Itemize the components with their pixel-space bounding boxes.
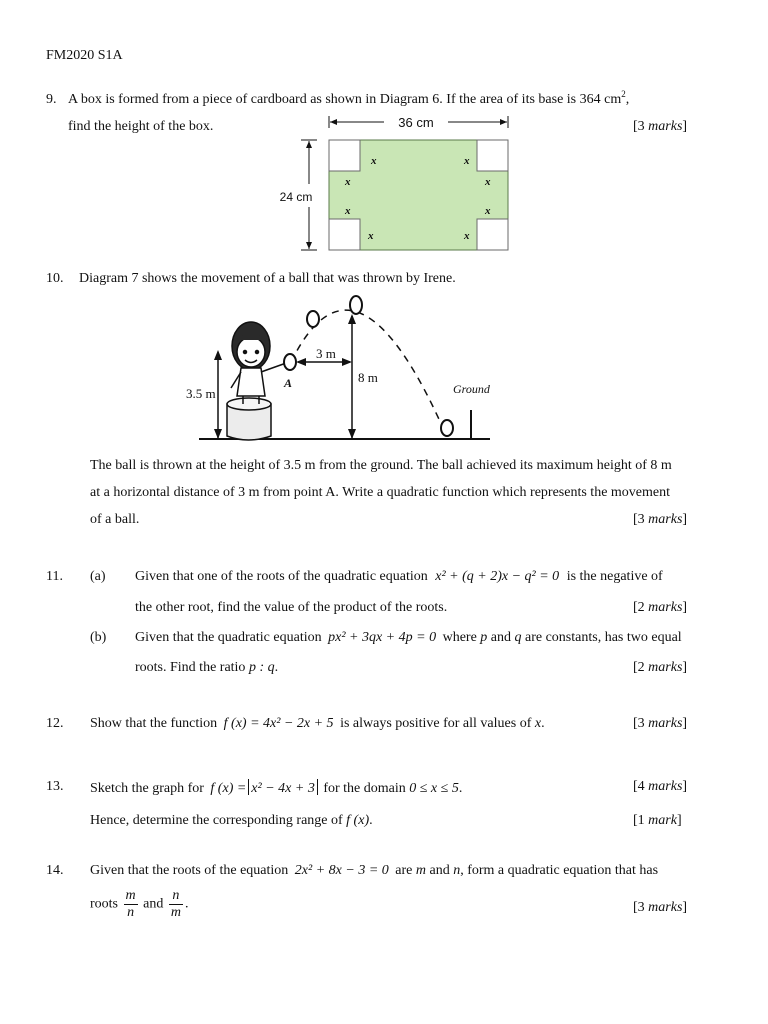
q14-marks: [3 marks] xyxy=(633,900,688,915)
ball-at-A xyxy=(284,354,296,370)
cardboard-diagram xyxy=(270,108,520,256)
start-height-label: 3.5 m xyxy=(186,386,216,401)
q12-marks: [3 marks] xyxy=(633,716,688,731)
q11a-label: (a) xyxy=(90,569,106,584)
q9-line1: A box is formed from a piece of cardboard as shown in Diagram 6. If the area of its base is 364 $cm^2$, xyxy=(68,89,630,107)
q13-domain: 0 ≤ x ≤ 5 xyxy=(409,781,459,796)
q12-equation: f (x) = 4x² − 2x + 5 xyxy=(223,716,334,731)
q11b-label: (b) xyxy=(90,630,107,645)
q14-line2: roots $\frac{m}{n}$ and $\frac{n}{m}$ . xyxy=(90,888,189,920)
svg-text:x: x xyxy=(345,176,351,188)
ball-at-max xyxy=(350,296,362,314)
ground-label: Ground xyxy=(453,382,490,396)
q14-equation: 2x² + 8x − 3 = 0 xyxy=(294,863,389,878)
q13-line2: Hence, determine the corresponding range of f (x). xyxy=(90,813,373,828)
point-a-label: A xyxy=(284,376,293,390)
q9-number: 9. xyxy=(46,92,57,107)
q10-line1: Diagram 7 shows the movement of a ball that was thrown by Irene. xyxy=(79,271,456,286)
q10-number: 10. xyxy=(46,271,64,286)
svg-text:x: x xyxy=(464,155,470,167)
q13-abs-expression: x² − 4x + 3 xyxy=(251,781,315,796)
q13-line1: Sketch the graph for f (x) = x² − 4x + 3 for the domain 0 ≤ x ≤ 5. xyxy=(90,781,463,796)
svg-text:x: x xyxy=(485,176,491,188)
q13-number: 13. xyxy=(46,779,64,794)
svg-text:x: x xyxy=(371,155,377,167)
fraction-n-over-m: $\frac{n}{m}$ xyxy=(170,888,181,920)
q11b-marks: [2 marks] xyxy=(633,660,688,675)
q10-marks: [3 marks] xyxy=(633,512,688,527)
svg-text:x: x xyxy=(368,230,374,242)
ball-trajectory-diagram xyxy=(185,292,495,444)
q12-line: Show that the function f (x) = 4x² − 2x + 5 is always positive for all values of x. xyxy=(90,716,545,731)
q11a-line2: the other root, find the value of the product of the roots. xyxy=(135,600,448,615)
q11a-marks: [2 marks] xyxy=(633,600,688,615)
svg-text:x: x xyxy=(345,205,351,217)
horizontal-label: 3 m xyxy=(316,346,336,361)
width-label: 36 cm xyxy=(398,115,434,130)
svg-text:x: x xyxy=(464,230,470,242)
barrel xyxy=(227,398,271,440)
q11-number: 11. xyxy=(46,569,63,584)
q11b-equation: px² + 3qx + 4p = 0 xyxy=(328,630,437,645)
max-height-label: 8 m xyxy=(358,370,378,385)
q10-para-line2: at a horizontal distance of 3 m from point A. Write a quadratic function which represents the movement xyxy=(90,485,671,500)
q11b-line1: Given that the quadratic equation px² + 3qx + 4p = 0 where p and q are constants, has two equal xyxy=(135,630,682,645)
girl-figure xyxy=(231,322,289,404)
q11b-line2: roots. Find the ratio p : q. xyxy=(135,660,279,675)
q13-marks: [4 marks] xyxy=(633,779,688,794)
q10-para-line1: The ball is thrown at the height of 3.5 m from the ground. The ball achieved its maximum height of 8 m xyxy=(90,458,672,473)
q12-number: 12. xyxy=(46,716,64,731)
q13-marks2: [1 mark] xyxy=(633,813,682,828)
q14-number: 14. xyxy=(46,863,64,878)
svg-text:x: x xyxy=(485,205,491,217)
q14-line1: Given that the roots of the equation 2x² + 8x − 3 = 0 are m and n, form a quadratic equation that has xyxy=(90,863,659,878)
q9-line2: find the height of the box. xyxy=(68,119,214,134)
height-label: 24 cm xyxy=(279,190,313,204)
q10-para-line3: of a ball. xyxy=(90,512,140,527)
q9-marks: [3 marks] xyxy=(633,119,688,134)
document-code: FM2020 S1A xyxy=(46,48,123,63)
q11a-line1: Given that one of the roots of the quadratic equation x² + (q + 2)x − q² = 0 is the negative of xyxy=(135,569,663,584)
q11a-equation: x² + (q + 2)x − q² = 0 xyxy=(435,569,560,584)
fraction-m-over-n: $\frac{m}{n}$ xyxy=(125,888,136,920)
